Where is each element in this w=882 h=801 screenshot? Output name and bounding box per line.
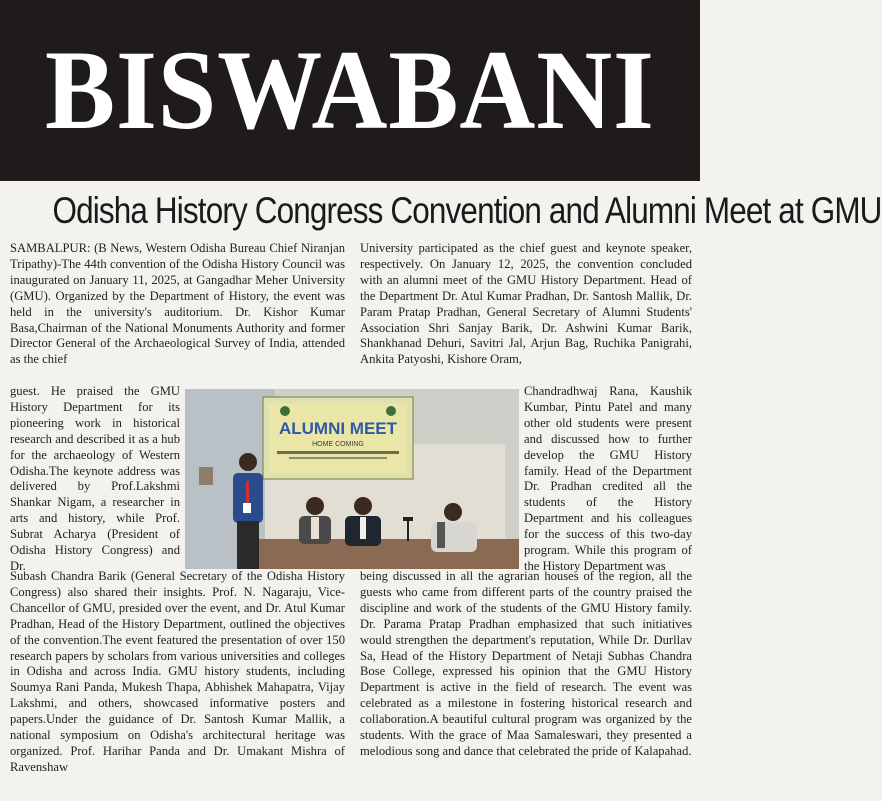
article-text-left-top: SAMBALPUR: (B News, Western Odisha Bureau Chief Niranjan Tripathy)-The 44th convention of the Odisha History Council was inaugurated on January 11, 2025, at Gangadhar Meher University (GMU). Organized by the Department of History, the event was held in the university's auditorium. Dr. Kishor Kumar Basa,Chairman of the National Monuments Authority and former Director General of the Archaeological Survey of India, attended as the chief [10,241,345,367]
banner-title: ALUMNI MEET [278,419,398,438]
masthead-title: BISWABANI [45,28,655,153]
alumni-meet-banner [263,397,413,479]
banner-subtitle: HOME COMING [312,441,364,448]
article-text-right-narrow: Chandradhwaj Rana, Kaushik Kumbar, Pintu Patel and many other old students were present and discussed how to further develop the GMU History family. Head of the Department Dr. Pradhan credited all the students of the History Department and his colleagues for the success of this two-day program. While this program of the History Department was [524,384,692,573]
masthead [0,0,700,181]
event-photo [185,389,519,569]
article-headline: Odisha History Congress Convention and Alumni Meet at GMU [52,190,882,231]
article-text-left-narrow: guest. He praised the GMU History Department for its pioneering work in historical research and described it as a hub for the archaeology of Western Odisha.The keynote address was delivered by Prof.Lakshmi Shankar Nigam, a researcher in arts and history, while Prof. Subrat Acharya (President of Odisha History Congress) and Dr. [10,384,180,573]
article-text-left-bottom: Subash Chandra Barik (General Secretary of the Odisha History Congress) also shared their insights. Prof. N. Nagaraju, Vice-Chancellor of GMU, presided over the event, and Dr. Atul Kumar Pradhan, Head of the History Department, outlined the objectives of the convention.The event featured the presentation of over 150 research papers by scholars from various universities and colleges in Odisha and across India. GMU history students, including Soumya Rani Panda, Mukesh Thapa, Abhishek Mahapatra, Vijay Lakshmi, and others, showcased informative posters and papers.Under the guidance of Dr. Santosh Kumar Mallik, a national symposium on Odisha's architectural heritage was organized. Prof. Harihar Panda and Dr. Umakant Mishra of Ravenshaw [10,569,345,774]
event-photo-illustration [185,389,519,569]
article-text-right-bottom: being discussed in all the agrarian houses of the region, all the guests who came from different parts of the country praised the discipline and work of the students of the GMU History family. Dr. Parama Pratap Pradhan emphasized that such initiatives would strengthen the department's reputation, While Dr. Durllav Sa, Head of the History Department of Netaji Subhas Chandra Bose College, expressed his opinion that the GMU History Department is active in the field of research. The event was celebrated as a milestone in fostering historical research and collaboration.A beautiful cultural program was organized by the students. With the grace of Maa Samaleswari, they presented a melodious song and dance that celebrated the pride of Kalapahad. [360,569,692,758]
article-text-right-top: University participated as the chief guest and keynote speaker, respectively. On January 12, 2025, the convention concluded with an alumni meet of the GMU History Department. Head of the Department Dr. Atul Kumar Pradhan, Dr. Santosh Mallik, Dr. Param Pratap Pradhan, General Secretary of Alumni Students' Association Shri Sanjay Barik, Dr. Ashwini Kumar Barik, Shankhanad Dehuri, Savitri Jal, Arjun Bag, Ruchika Panigrahi, Ankita Patyoshi, Kishore Oram, [360,241,692,367]
